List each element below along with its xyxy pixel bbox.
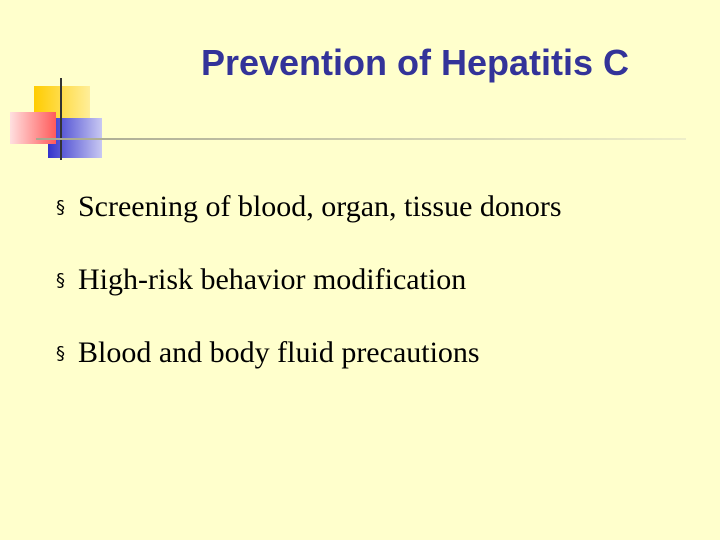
slide-title: Prevention of Hepatitis C: [200, 42, 630, 83]
bullet-marker: §: [56, 270, 65, 291]
bullet-marker: §: [56, 343, 65, 364]
title-decoration: [0, 0, 720, 170]
bullet-text: High-risk behavior modification: [78, 263, 467, 296]
bullet-text: Screening of blood, organ, tissue donors: [78, 190, 562, 223]
bullet-item: [56, 190, 696, 263]
bullet-marker: §: [56, 197, 65, 218]
bullet-list: [56, 190, 696, 409]
title-underline: [36, 138, 686, 140]
bullet-item: [56, 336, 696, 409]
bullet-item: [56, 263, 696, 336]
bullet-text: Blood and body fluid precautions: [78, 336, 480, 369]
